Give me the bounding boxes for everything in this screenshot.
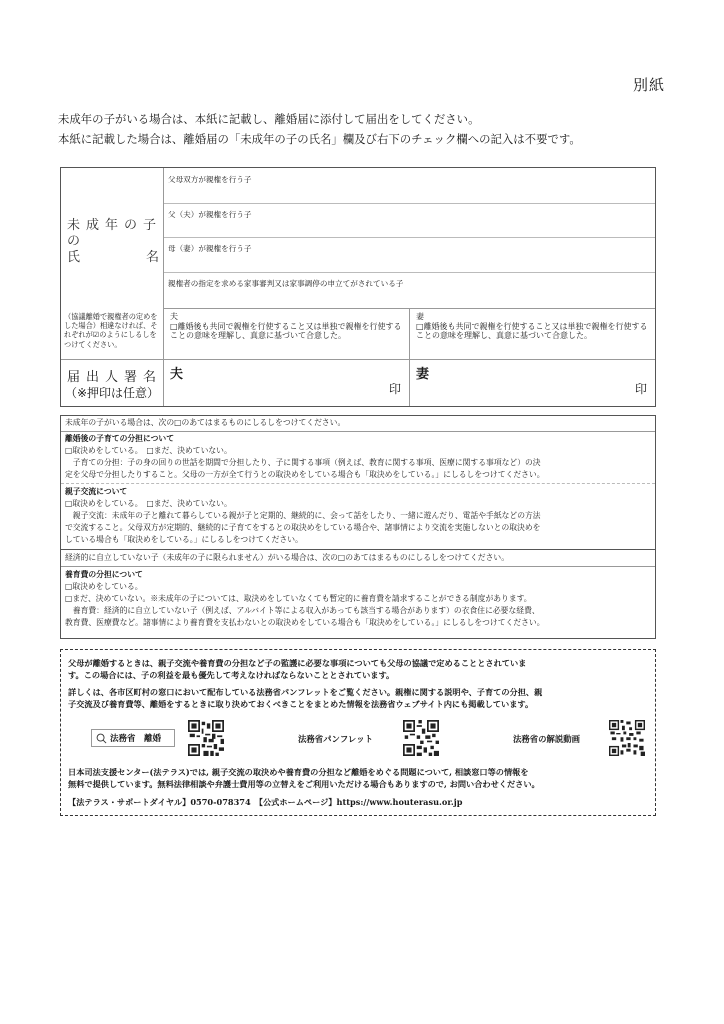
section-instruction-minor: 未成年の子がいる場合は、次の□のあてはまるものにしるしをつけてください。 <box>65 418 346 427</box>
husband-agreement-checkbox[interactable]: □ <box>170 321 178 331</box>
visitation-title: 親子交流について <box>65 487 128 496</box>
signature-label-cell <box>61 360 164 406</box>
husband-seal-mark: 印 <box>388 382 401 396</box>
agreement-instruction: （協議離婚で親権者の定めをした場合）相違なければ、それぞれが☑のようにしるしをつけてください。 <box>61 308 164 360</box>
wife-agreement-title: 妻 <box>416 312 424 321</box>
search-box[interactable] <box>91 729 175 747</box>
support-note-2: 教育費、医療費など。諸事情により養育費を支払わないとの取決めをしている場合も「取決めをしている。」にしるしをつけてください。 <box>65 618 545 627</box>
wife-signature-title: 妻 <box>416 367 430 382</box>
husband-agreement-cell <box>164 308 410 360</box>
qr-code-pamphlet-icon[interactable] <box>403 720 439 756</box>
children-name-label-mei: 名 <box>145 250 159 265</box>
child-row-label: 父（夫）が親権を行う子 <box>168 210 252 219</box>
pamphlet-label: 法務省パンフレット <box>298 734 373 744</box>
wife-agreement-checkbox[interactable]: □ <box>416 321 424 331</box>
section-instruction-dependent: 経済的に自立していない子（未成年の子に限られません）がいる場合は、次の□のあてはまるものにしるしをつけてください。 <box>65 553 509 562</box>
child-row-both-parents[interactable] <box>164 168 655 204</box>
visitation-undecided-checkbox[interactable]: □まだ、決めていない。 <box>146 499 232 508</box>
signature-label: 届出人署名 <box>67 370 163 385</box>
child-row-label: 父母双方が親権を行う子 <box>168 175 252 184</box>
husband-signature-field[interactable] <box>164 360 410 406</box>
video-label: 法務省の解説動画 <box>513 734 580 744</box>
husband-agreement-text: 離婚後も共同で親権を行使すること又は単独で親権を行使することの意味を理解し、真意に基づいて合意した。 <box>170 321 402 341</box>
child-row-mother[interactable] <box>164 237 655 273</box>
child-row-pending-designation[interactable] <box>164 272 655 309</box>
intro-text-1: 未成年の子がいる場合は、本紙に記載し、離婚届に添付して届出をしてください。 <box>58 112 480 126</box>
support-title: 養育費の分担について <box>65 570 143 579</box>
children-name-label: 未成年の子の <box>67 218 163 249</box>
support-undecided-checkbox[interactable]: □まだ、決めていない。※未成年の子については、取決めをしていなくても暫定的に養育費を請求することができる制度があります。 <box>65 594 532 603</box>
intro-text-2: 本紙に記載した場合は、離婚届の「未成年の子の氏名」欄及び右下のチェック欄への記入は不要です。 <box>58 132 581 146</box>
signature-note: （※押印は任意） <box>65 386 160 400</box>
childcare-decided-checkbox[interactable]: □取決めをしている。 <box>65 446 139 455</box>
wife-agreement-text: 離婚後も共同で親権を行使すること又は単独で親権を行使することの意味を理解し、真意に基づいて合意した。 <box>416 321 648 341</box>
search-icon <box>96 733 107 744</box>
childcare-title: 離婚後の子育ての分担について <box>65 434 174 443</box>
arrangement-check-section <box>60 415 656 639</box>
support-note-1: 養育費：経済的に自立していない子（例えば、アルバイト等による収入があっても該当する場合があります）の衣食住に必要な経費、 <box>65 606 540 615</box>
information-box <box>60 649 656 816</box>
info-para3-line2: 無料で提供しています。無料法律相談や弁護士費用等の立替えをご利用いただける場合もありますので, お問い合わせください。 <box>68 779 540 789</box>
qr-code-video-icon[interactable] <box>609 720 645 756</box>
visitation-decided-checkbox[interactable]: □取決めをしている。 <box>65 499 139 508</box>
info-para2-line1: 詳しくは、各市区町村の窓口において配布している法務省パンフレットをご覧ください。親権に関する説明や、子育ての分担、親 <box>68 687 543 697</box>
attachment-label: 別紙 <box>633 76 666 94</box>
info-para1-line1: 父母が離婚するときは、親子交流や養育費の分担など子の監護に必要な事項についても父母の協議で定めることとされていま <box>68 658 527 668</box>
info-para2-line2: 子交流及び養育費等、離婚をするときに取り決めておくべきことをまとめた情報を法務省ウェブサイト内にも掲載しています。 <box>68 699 534 709</box>
child-row-father[interactable] <box>164 203 655 238</box>
visitation-note-3: している場合も「取決めをしている。」にしるしをつけてください。 <box>65 535 303 544</box>
husband-signature-title: 夫 <box>170 367 184 382</box>
children-table <box>60 167 656 407</box>
wife-seal-mark: 印 <box>634 382 647 396</box>
qr-code-search-icon[interactable] <box>188 720 224 756</box>
child-row-label: 母（妻）が親権を行う子 <box>168 244 252 253</box>
search-text: 法務省 離婚 <box>110 734 162 744</box>
info-para1-line2: す。この場合には、子の利益を最も優先して考えなければならないこととされています。 <box>68 670 395 680</box>
children-name-label-shi: 氏 <box>67 250 81 265</box>
childcare-note-1: 子育ての分担：子の身の回りの世話を期間で分担したり、子に関する事項（例えば、教育に関する事項、医療に関する事項など）の決 <box>65 458 541 467</box>
wife-agreement-cell <box>410 308 655 360</box>
support-decided-checkbox[interactable]: □取決めをしている。 <box>65 582 143 591</box>
child-row-label: 親権者の指定を求める家事審判又は家事調停の申立てがされている子 <box>168 279 404 288</box>
info-contact-line[interactable]: 【法テラス・サポートダイヤル】0570-078374 【公式ホームページ】https://www.houterasu.or.jp <box>68 797 463 807</box>
children-name-label-cell <box>61 168 164 308</box>
husband-agreement-title: 夫 <box>170 312 178 321</box>
wife-signature-field[interactable] <box>410 360 655 406</box>
childcare-undecided-checkbox[interactable]: □まだ、決めていない。 <box>146 446 232 455</box>
childcare-note-2: 定を父母で分担したりすること。父母の一方が全て行うとの取決めをしている場合も「取決めをしている。」にしるしをつけてください。 <box>65 470 545 479</box>
info-para3-line1: 日本司法支援センター(法テラス)では, 親子交流の取決めや養育費の分担など離婚をめぐる問題について, 相談窓口等の情報を <box>68 767 529 777</box>
visitation-note-2: で交流すること。父母双方が定期的、継続的に子育てをするとの取決めをしている場合や、諸事情により交流を実施しないとの取決めを <box>65 523 541 532</box>
visitation-note-1: 親子交流：未成年の子と離れて暮らしている親が子と定期的、継続的に、会って話をしたり、一緒に遊んだり、電話や手紙などの方法 <box>65 511 541 520</box>
